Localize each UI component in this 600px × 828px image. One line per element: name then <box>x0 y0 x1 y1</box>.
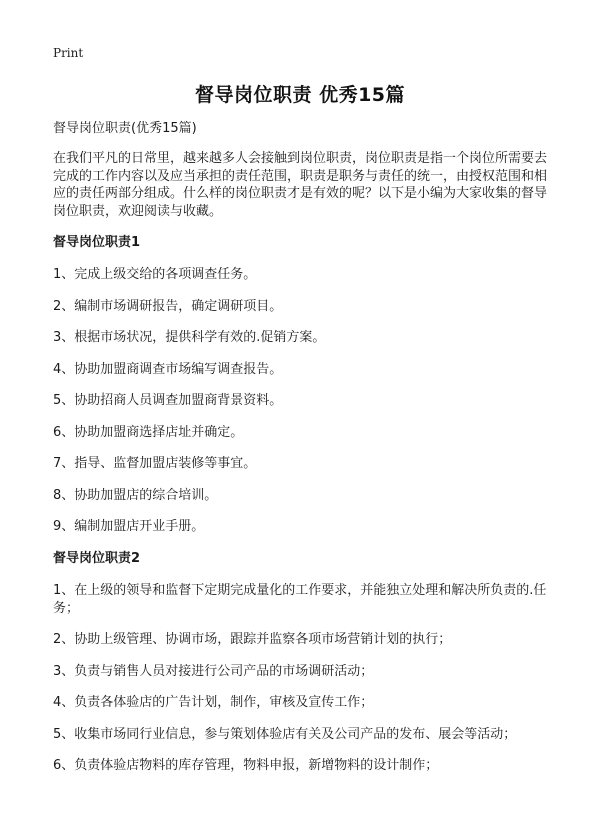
document-subtitle: 督导岗位职责(优秀15篇) <box>53 121 197 136</box>
list-item: 6、协助加盟商选择店址并确定。 <box>53 424 244 440</box>
intro-paragraph: 在我们平凡的日常里，越来越多人会接触到岗位职责，岗位职责是指一个岗位所需要去完成的工作内容以及应当承担的责任范围，职责是职务与责任的统一，由授权范围和相应的责任两部分组成。什么样的岗位职责才是有效的呢？以下是小编为大家收集的督导岗位职责，欢迎阅读与收藏。 <box>53 151 548 219</box>
list-item: 9、编制加盟店开业手册。 <box>53 519 205 534</box>
section-heading: 督导岗位职责2 <box>53 550 141 566</box>
list-item: 7、指导、监督加盟店装修等事宜。 <box>53 456 257 471</box>
list-item: 5、协助招商人员调查加盟商背景资料。 <box>53 393 283 408</box>
section-2 <box>53 550 553 776</box>
list-item: 2、协助上级管理、协调市场，跟踪并监察各项市场营销计划的执行； <box>53 632 452 647</box>
list-item: 4、协助加盟商调查市场编写调查报告。 <box>53 361 283 377</box>
print-label: Print <box>53 46 84 60</box>
list-item: 1、完成上级交给的各项调查任务。 <box>53 267 257 282</box>
list-item: 3、根据市场状况，提供科学有效的.促销方案。 <box>53 330 326 345</box>
section-heading: 督导岗位职责1 <box>53 235 141 250</box>
list-item: 1、在上级的领导和监督下定期完成量化的工作要求，并能独立处理和解决所负责的.任务； <box>53 582 547 616</box>
list-item: 4、负责各体验店的广告计划，制作，审核及宣传工作； <box>53 695 374 710</box>
list-item: 5、收集市场同行业信息，参与策划体验店有关及公司产品的发布、展会等活动； <box>53 726 517 742</box>
document-title: 督导岗位职责 优秀15篇 <box>194 84 406 106</box>
list-item: 8、协助加盟店的综合培训。 <box>53 487 218 503</box>
list-item: 2、编制市场调研报告，确定调研项目。 <box>53 298 283 314</box>
list-item: 3、负责与销售人员对接进行公司产品的市场调研活动； <box>53 663 374 679</box>
list-item: 6、负责体验店物料的库存管理，物料申报，新增物料的设计制作； <box>53 758 439 773</box>
section-1 <box>53 234 553 536</box>
document-body <box>53 120 553 789</box>
